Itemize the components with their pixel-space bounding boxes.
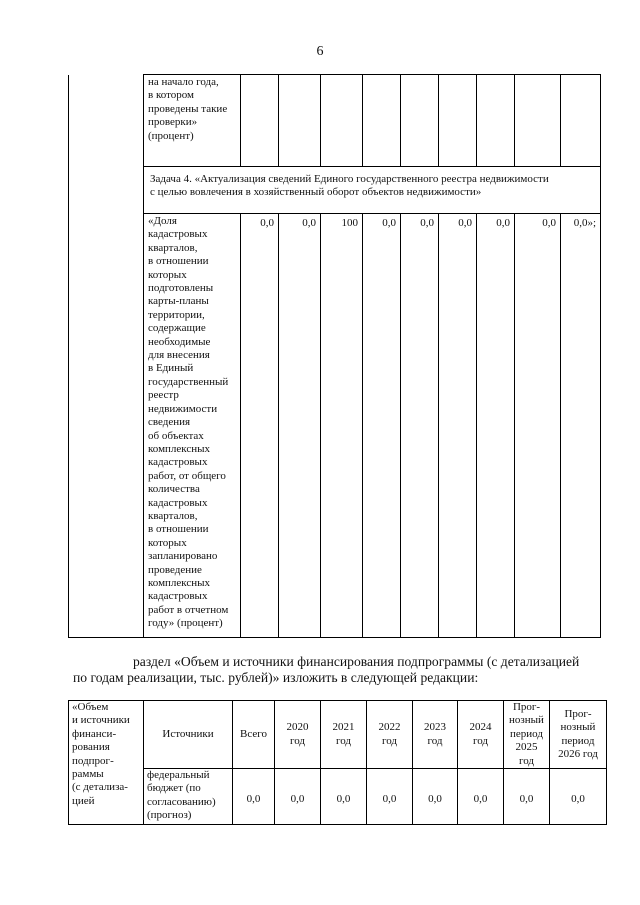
value-cell: 0,0 (363, 214, 401, 638)
text-line: финанси- (72, 727, 117, 740)
text-line: комплексных (148, 442, 211, 455)
text-line: 2021 (332, 721, 355, 734)
text-line: Прог- (564, 707, 592, 720)
text-line: (с детализа- (72, 781, 128, 794)
text-line: цией (72, 794, 95, 807)
text-line: кадастровых (148, 496, 208, 509)
text-line: кварталов, (148, 509, 198, 522)
text-line: год (289, 734, 306, 747)
value-cell: 0,0 (504, 769, 550, 825)
text-line: нозный (560, 721, 596, 734)
text-line: 2023 (424, 721, 446, 734)
value-cell (439, 75, 477, 167)
text-line: бюджет (по (147, 782, 201, 795)
text-line: год (381, 734, 398, 747)
header-row (69, 701, 607, 769)
value-cell: 0,0 (458, 769, 504, 825)
text-line: подготовлены (148, 282, 214, 295)
indicator-label (144, 214, 241, 638)
table-row (69, 769, 607, 825)
text-line: комплексных (148, 576, 211, 589)
text-line: 2024 (469, 721, 492, 734)
value-cell: 0,0 (233, 769, 275, 825)
text-line: 2022 (378, 721, 401, 734)
value-cell: 0,0 (515, 214, 561, 638)
text-line: Задача 4. «Актуализация сведений Единого государственного реестра недвижимости (150, 173, 549, 185)
text-line: проведение (148, 563, 202, 576)
financing-label (69, 701, 144, 825)
text-line: содержащие (148, 322, 206, 335)
task-row (69, 167, 601, 214)
text-line: Всего (240, 727, 267, 740)
column-header (504, 701, 550, 769)
text-line: (прогноз) (147, 809, 192, 822)
blank-cell (69, 75, 144, 638)
text-line: запланировано (148, 550, 218, 563)
task-heading (144, 167, 601, 214)
text-line: государственный (148, 375, 229, 388)
text-line: рования (72, 741, 110, 754)
text-line: Прог- (512, 701, 541, 713)
text-line: проверки» (148, 116, 198, 129)
text-line: в отношении (148, 255, 209, 268)
value-cell: 0,0 (367, 769, 413, 825)
text-line: на начало года, (148, 76, 219, 88)
value-cell: 0,0 (401, 214, 439, 638)
text-line: (процент) (148, 129, 194, 142)
text-line: недвижимости (148, 402, 218, 415)
text-line: которых (148, 536, 187, 549)
source-cell (144, 769, 233, 825)
column-header (458, 701, 504, 769)
text-line: Источники (162, 727, 214, 740)
text-line: сведения (148, 416, 191, 429)
text-line: в Единый (148, 362, 194, 375)
column-header (144, 701, 233, 769)
text-line: кадастровых (148, 228, 208, 241)
value-cell: 100 (321, 214, 363, 638)
text-line: 2020 (286, 721, 309, 734)
column-header (550, 701, 607, 769)
indicators-table (68, 74, 601, 638)
table-row (69, 75, 601, 167)
instruction-paragraph (73, 654, 613, 686)
text-line: необходимые (148, 335, 211, 348)
column-header (413, 701, 458, 769)
text-line: кадастровых (148, 456, 208, 469)
paragraph-line: по годам реализации, тыс. рублей)» изложить в следующей редакции: (73, 670, 479, 685)
text-line: «Доля (148, 215, 177, 227)
text-line: работ, от общего (148, 469, 226, 482)
value-cell (241, 75, 279, 167)
text-line: работ в отчетном (148, 603, 229, 616)
text-line: об объектах (148, 429, 204, 442)
text-line: год (335, 734, 352, 747)
text-line: раммы (72, 768, 104, 781)
text-line: году» (процент) (148, 617, 223, 630)
text-line: реестр (148, 389, 179, 402)
page-number: 6 (316, 44, 324, 59)
text-line: нозный (509, 714, 544, 727)
column-header (321, 701, 367, 769)
text-line: в котором (148, 89, 194, 102)
text-line: согласованию) (147, 795, 216, 808)
financing-table (68, 700, 607, 825)
text-line: карты-планы (148, 295, 209, 308)
text-line: подпрог- (72, 754, 114, 767)
text-line: с целью вовлечения в хозяйственный оборот объектов недвижимости» (150, 186, 482, 199)
text-line: для внесения (148, 349, 210, 362)
text-line: в отношении (148, 523, 209, 536)
value-cell (401, 75, 439, 167)
text-line: которых (148, 268, 187, 281)
text-line: количества (148, 483, 200, 496)
text-line: год (427, 734, 443, 747)
value-cell: 0,0 (439, 214, 477, 638)
text-line: год (472, 734, 489, 747)
text-line: «Объем (72, 701, 109, 713)
text-line: период (561, 734, 595, 747)
column-header (275, 701, 321, 769)
value-cell (321, 75, 363, 167)
paragraph-line: раздел «Объем и источники финансирования подпрограммы (с детализацией (133, 654, 580, 669)
value-cell (515, 75, 561, 167)
column-header (367, 701, 413, 769)
value-cell: 0,0 (413, 769, 458, 825)
value-cell (363, 75, 401, 167)
value-cell: 0,0 (477, 214, 515, 638)
value-cell (477, 75, 515, 167)
value-cell (561, 75, 601, 167)
value-cell: 0,0 (321, 769, 367, 825)
text-line: территории, (148, 308, 205, 321)
value-cell: 0,0 (241, 214, 279, 638)
text-line: проведены такие (148, 102, 228, 115)
text-line: федеральный (147, 769, 210, 782)
text-line: 2026 год (558, 747, 598, 760)
value-cell: 0,0 (279, 214, 321, 638)
value-cell: 0,0 (275, 769, 321, 825)
value-cell: 0,0 (550, 769, 607, 825)
value-cell (279, 75, 321, 167)
text-line: кварталов, (148, 241, 198, 254)
text-line: 2025 год (515, 741, 538, 767)
text-line: и источники (72, 714, 130, 727)
value-cell: 0,0»; (561, 214, 601, 638)
table-row (69, 214, 601, 638)
column-header (233, 701, 275, 769)
indicator-label (144, 75, 241, 167)
text-line: кадастровых (148, 590, 208, 603)
text-line: период (510, 727, 543, 740)
